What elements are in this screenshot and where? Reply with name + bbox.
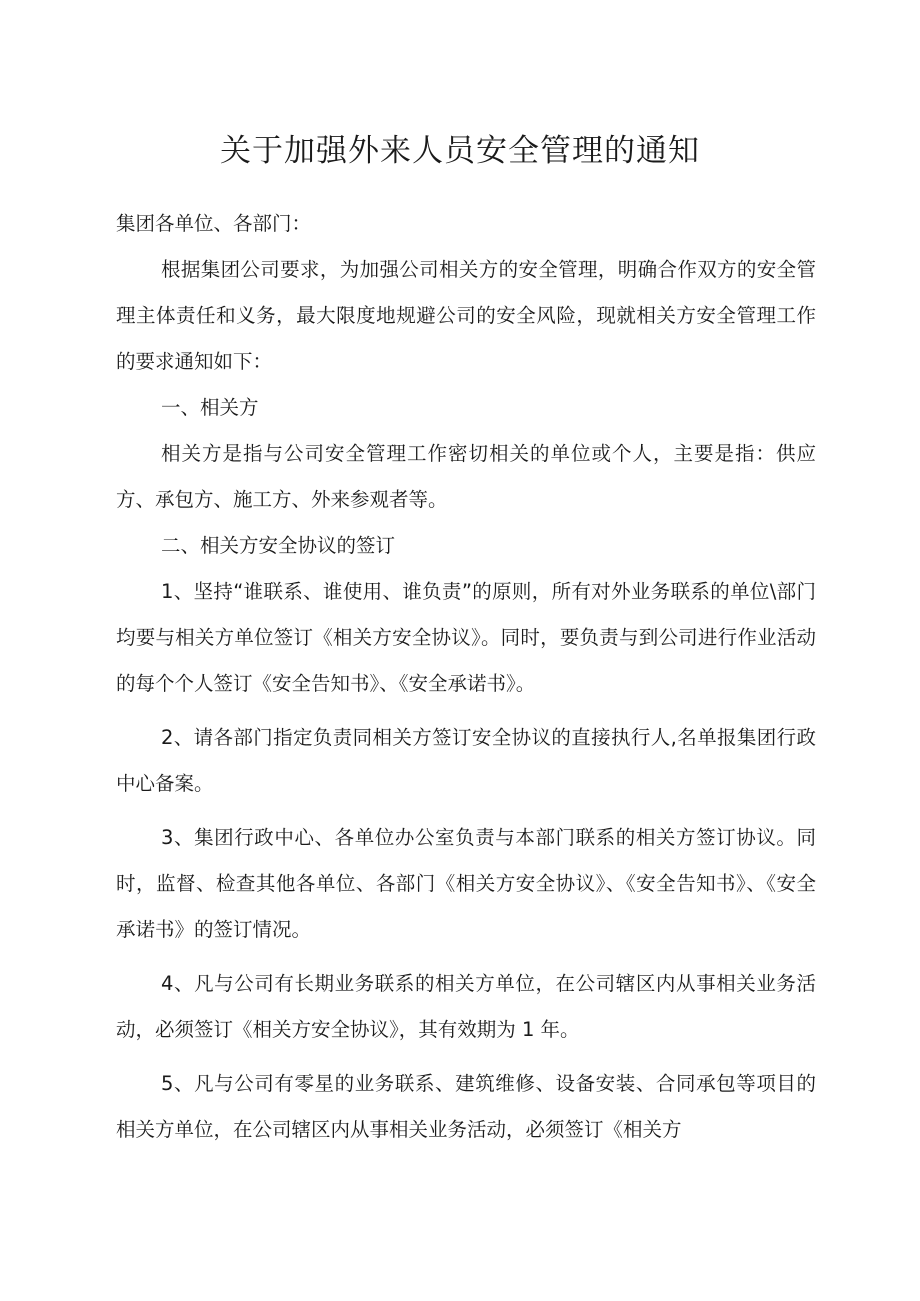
clause-3: 3、集团行政中心、各单位办公室负责与本部门联系的相关方签订协议。同时，监督、检查其他各单位、各部门《相关方安全协议》、《安全告知书》、《安全承诺书》的签订情况。 bbox=[116, 826, 816, 941]
definition-paragraph: 相关方是指与公司安全管理工作密切相关的单位或个人，主要是指：供应方、承包方、施工方、外来参观者等。 bbox=[116, 442, 816, 511]
section-heading-2: 二、相关方安全协议的签订 bbox=[161, 534, 396, 557]
document-body bbox=[116, 201, 816, 1153]
clause-1: 1、坚持“谁联系、谁使用、谁负责”的原则，所有对外业务联系的单位\部门均要与相关方单位签订《相关方安全协议》。同时，要负责与到公司进行作业活动的每个个人签订《安全告知书》、《安全承诺书》。 bbox=[116, 580, 816, 695]
section-heading-1: 一、相关方 bbox=[161, 396, 259, 419]
clause-2: 2、请各部门指定负责同相关方签订安全协议的直接执行人,名单报集团行政中心备案。 bbox=[116, 726, 816, 795]
intro-paragraph: 根据集团公司要求，为加强公司相关方的安全管理，明确合作双方的安全管理主体责任和义务，最大限度地规避公司的安全风险，现就相关方安全管理工作的要求通知如下： bbox=[116, 258, 816, 373]
salutation: 集团各单位、各部门： bbox=[116, 212, 312, 235]
document-title: 关于加强外来人员安全管理的通知 bbox=[220, 133, 700, 169]
clause-4: 4、凡与公司有长期业务联系的相关方单位，在公司辖区内从事相关业务活动，必须签订《相关方安全协议》，其有效期为 1 年。 bbox=[116, 972, 816, 1041]
clause-5: 5、凡与公司有零星的业务联系、建筑维修、设备安装、合同承包等项目的相关方单位，在公司辖区内从事相关业务活动，必须签订《相关方 bbox=[116, 1072, 816, 1141]
